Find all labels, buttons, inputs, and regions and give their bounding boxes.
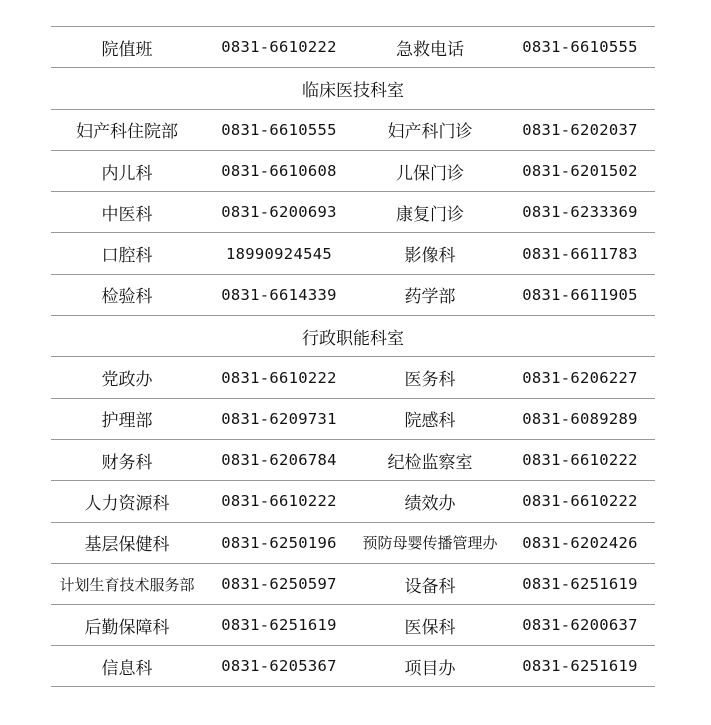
phone-number: 0831-6610222 bbox=[221, 38, 337, 57]
phone-number: 0831-6611905 bbox=[522, 285, 638, 304]
phone-number: 0831-6205367 bbox=[221, 657, 337, 676]
department-name: 党政办 bbox=[101, 370, 153, 391]
phone-number: 0831-6233369 bbox=[522, 203, 638, 222]
department-name: 财务科 bbox=[101, 452, 153, 473]
phone-number: 0831-6610555 bbox=[221, 120, 337, 139]
department-name: 医保科 bbox=[404, 617, 456, 638]
department-name: 中医科 bbox=[101, 204, 153, 225]
section-header-row bbox=[51, 67, 655, 108]
phone-number: 0831-6202426 bbox=[522, 533, 638, 552]
table-row bbox=[51, 480, 655, 521]
table-row bbox=[51, 274, 655, 315]
table-row bbox=[51, 645, 655, 687]
phone-number: 0831-6201502 bbox=[522, 162, 638, 181]
phone-number: 0831-6610222 bbox=[522, 451, 638, 470]
section-title: 临床医技科室 bbox=[302, 80, 404, 101]
phone-number: 0831-6089289 bbox=[522, 409, 638, 428]
department-name: 医务科 bbox=[404, 370, 456, 391]
department-name: 绩效办 bbox=[404, 493, 456, 514]
phone-number: 0831-6251619 bbox=[221, 616, 337, 635]
phone-number: 0831-6610222 bbox=[522, 492, 638, 511]
phone-number: 0831-6611783 bbox=[522, 244, 638, 263]
phone-number: 0831-6251619 bbox=[522, 657, 638, 676]
table-row bbox=[51, 604, 655, 645]
table-row bbox=[51, 109, 655, 150]
table-row bbox=[51, 356, 655, 397]
department-name: 预防母婴传播管理办 bbox=[362, 534, 498, 553]
table-row bbox=[51, 150, 655, 191]
department-name: 信息科 bbox=[101, 658, 153, 679]
table-row bbox=[51, 191, 655, 232]
phone-number: 0831-6250597 bbox=[221, 575, 337, 593]
phone-number: 0831-6206784 bbox=[221, 451, 337, 470]
phone-number: 18990924545 bbox=[226, 244, 332, 263]
department-name: 项目办 bbox=[404, 658, 456, 679]
department-name: 康复门诊 bbox=[396, 204, 464, 225]
section-header-row bbox=[51, 315, 655, 356]
department-name: 人力资源科 bbox=[84, 493, 170, 514]
department-name: 基层保健科 bbox=[84, 535, 170, 556]
department-name: 儿保门诊 bbox=[396, 163, 464, 184]
phone-number: 0831-6610222 bbox=[221, 492, 337, 511]
table-row bbox=[51, 439, 655, 480]
phone-number: 0831-6206227 bbox=[522, 368, 638, 387]
phone-number: 0831-6200637 bbox=[522, 616, 638, 635]
phone-number: 0831-6200693 bbox=[221, 203, 337, 222]
department-name: 后勤保障科 bbox=[84, 617, 170, 638]
phone-number: 0831-6202037 bbox=[522, 120, 638, 139]
department-name: 纪检监察室 bbox=[387, 452, 473, 473]
department-name: 急救电话 bbox=[396, 39, 464, 60]
table-row bbox=[51, 26, 655, 67]
department-name: 妇产科门诊 bbox=[387, 122, 473, 143]
table-row bbox=[51, 398, 655, 439]
table-row bbox=[51, 522, 655, 563]
phone-number: 0831-6610555 bbox=[522, 38, 638, 57]
phone-number: 0831-6610608 bbox=[221, 162, 337, 181]
department-name: 护理部 bbox=[101, 411, 153, 432]
department-name: 设备科 bbox=[404, 576, 456, 597]
department-name: 影像科 bbox=[404, 246, 456, 267]
department-name: 院值班 bbox=[101, 39, 153, 60]
phone-directory-table bbox=[51, 26, 655, 687]
phone-number: 0831-6610222 bbox=[221, 368, 337, 387]
phone-number: 0831-6614339 bbox=[221, 285, 337, 304]
department-name: 院感科 bbox=[404, 411, 456, 432]
department-name: 检验科 bbox=[101, 287, 153, 308]
department-name: 妇产科住院部 bbox=[76, 122, 178, 143]
section-title: 行政职能科室 bbox=[302, 328, 404, 349]
department-name: 药学部 bbox=[404, 287, 456, 308]
phone-number: 0831-6251619 bbox=[522, 575, 638, 593]
department-name: 计划生育技术服务部 bbox=[59, 575, 195, 594]
table-row bbox=[51, 232, 655, 273]
phone-number: 0831-6250196 bbox=[221, 533, 337, 552]
department-name: 口腔科 bbox=[101, 246, 153, 267]
phone-number: 0831-6209731 bbox=[221, 409, 337, 428]
department-name: 内儿科 bbox=[101, 163, 153, 184]
table-row bbox=[51, 563, 655, 604]
